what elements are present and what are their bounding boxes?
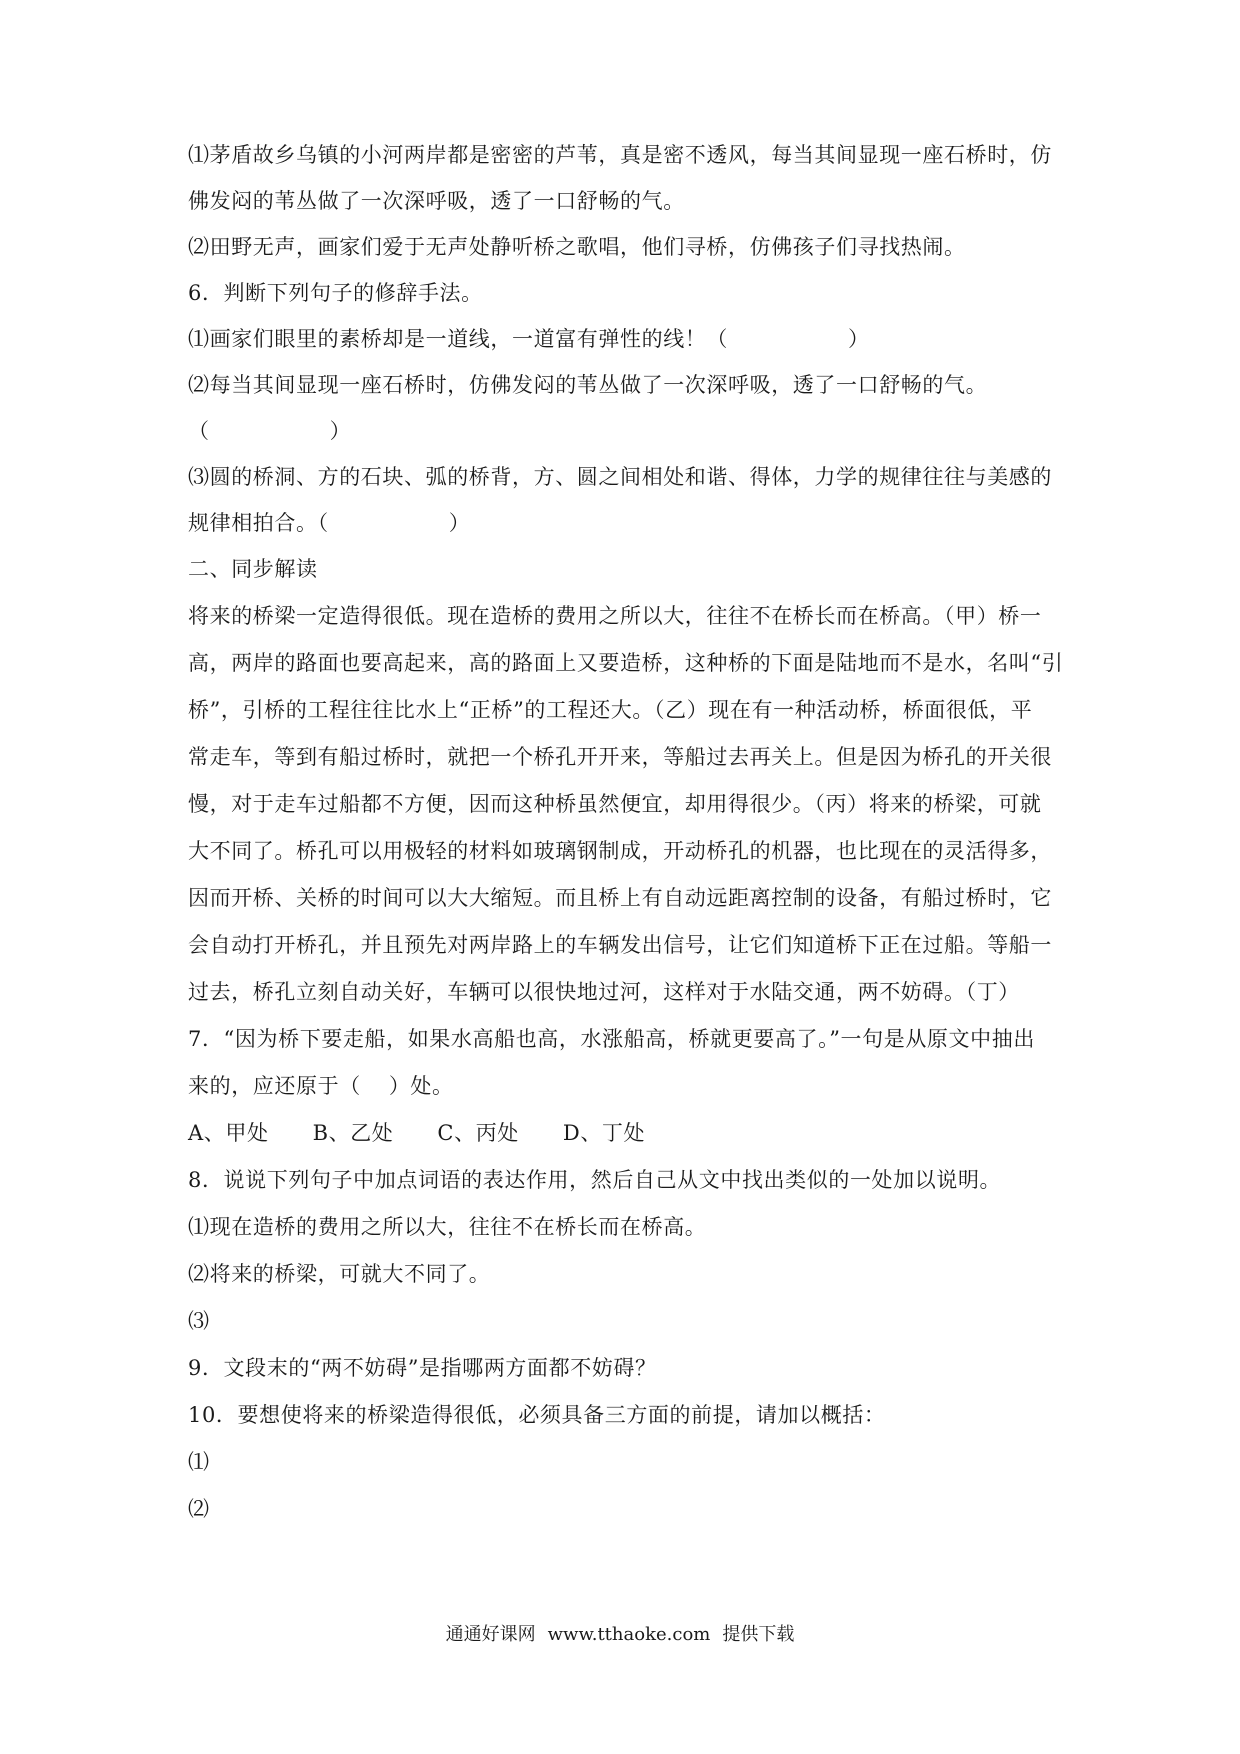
option-d[interactable]: D、丁处 <box>562 1121 646 1145</box>
question-7: 7．“因为桥下要走船，如果水高船也高，水涨船高，桥就更要高了。”一句是从原文中抽出 <box>188 1027 1035 1051</box>
option-c[interactable]: C、丙处 <box>437 1121 519 1145</box>
text-line-part: 来的，应还原于（ <box>188 1074 361 1098</box>
text-line: ⑵田野无声，画家们爱于无声处静听桥之歌唱，他们寻桥，仿佛孩子们寻找热闹。 <box>188 235 966 259</box>
text-line: ⑶ <box>188 1309 210 1333</box>
question-6: 6．判断下列句子的修辞手法。 <box>188 281 483 305</box>
text-line: ⑵ <box>188 1497 210 1521</box>
option-b[interactable]: B、乙处 <box>312 1121 394 1145</box>
passage-line: 桥”，引桥的工程往往比水上“正桥”的工程还大。（乙）现在有一种活动桥，桥面很低，平 <box>188 698 1033 722</box>
options-row <box>188 1118 1068 1148</box>
text-line: ⑶圆的桥洞、方的石块、弧的桥背，方、圆之间相处和谐、得体，力学的规律往往与美感的 <box>188 465 1052 489</box>
footer-site: 通通好课网 <box>445 1624 536 1645</box>
text-line <box>188 508 1068 538</box>
text-line <box>188 324 1068 354</box>
text-line: ⑵每当其间显现一座石桥时，仿佛发闷的苇丛做了一次深呼吸，透了一口舒畅的气。 <box>188 373 988 397</box>
text-line: ⑵将来的桥梁，可就大不同了。 <box>188 1262 491 1286</box>
text-line-part: ⑴画家们眼里的素桥却是一道线，一道富有弹性的线！（ <box>188 327 728 351</box>
question-9: 9．文段末的“两不妨碍”是指哪两方面都不妨碍？ <box>188 1356 657 1380</box>
passage-line: 过去，桥孔立刻自动关好，车辆可以很快地过河，这样对于水陆交通，两不妨碍。（丁） <box>188 980 1020 1004</box>
text-line-part: ） <box>848 327 870 351</box>
text-line: ⑴现在造桥的费用之所以大，往往不在桥长而在桥高。 <box>188 1215 707 1239</box>
passage-line: 大不同了。桥孔可以用极轻的材料如玻璃钢制成，开动桥孔的机器，也比现在的灵活得多， <box>188 839 1052 863</box>
text-line: ⑴茅盾故乡乌镇的小河两岸都是密密的芦苇，真是密不透风，每当其间显现一座石桥时，仿 <box>188 143 1052 167</box>
passage-line: 因而开桥、关桥的时间可以大大缩短。而且桥上有自动远距离控制的设备，有船过桥时，它 <box>188 886 1052 910</box>
question-10: 10．要想使将来的桥梁造得很低，必须具备三方面的前提，请加以概括： <box>188 1403 886 1427</box>
passage-line: 会自动打开桥孔，并且预先对两岸路上的车辆发出信号，让它们知道桥下正在过船。等船一 <box>188 933 1052 957</box>
text-line-part: ）处。 <box>388 1074 454 1098</box>
page-footer <box>0 1622 1240 1648</box>
passage-line: 高，两岸的路面也要高起来，高的路面上又要造桥，这种桥的下面是陆地而不是水，名叫“引 <box>188 651 1064 675</box>
question-8: 8．说说下列句子中加点词语的表达作用，然后自己从文中找出类似的一处加以说明。 <box>188 1168 1002 1192</box>
option-a[interactable]: A、甲处 <box>188 1121 269 1145</box>
text-line-part: 规律相拍合。（ <box>188 511 329 535</box>
text-line-part: ） <box>448 511 471 535</box>
text-line-part: ） <box>329 419 352 443</box>
text-line: ⑴ <box>188 1450 210 1474</box>
passage-line: 将来的桥梁一定造得很低。现在造桥的费用之所以大，往往不在桥长而在桥高。（甲）桥一 <box>188 604 1042 628</box>
text-line <box>188 1071 1068 1101</box>
passage-line: 慢，对于走车过船都不方便，因而这种桥虽然便宜，却用得很少。（丙）将来的桥梁，可就 <box>188 792 1042 816</box>
text-line: 佛发闷的苇丛做了一次深呼吸，透了一口舒畅的气。 <box>188 189 685 213</box>
section-heading: 二、同步解读 <box>188 557 318 581</box>
text-line <box>188 416 1068 446</box>
passage-line: 常走车，等到有船过桥时，就把一个桥孔开开来，等船过去再关上。但是因为桥孔的开关很 <box>188 745 1052 769</box>
footer-suffix: 提供下载 <box>722 1624 795 1645</box>
text-line-part: （ <box>188 419 210 443</box>
footer-url[interactable]: www.tthaoke.com <box>547 1624 711 1645</box>
